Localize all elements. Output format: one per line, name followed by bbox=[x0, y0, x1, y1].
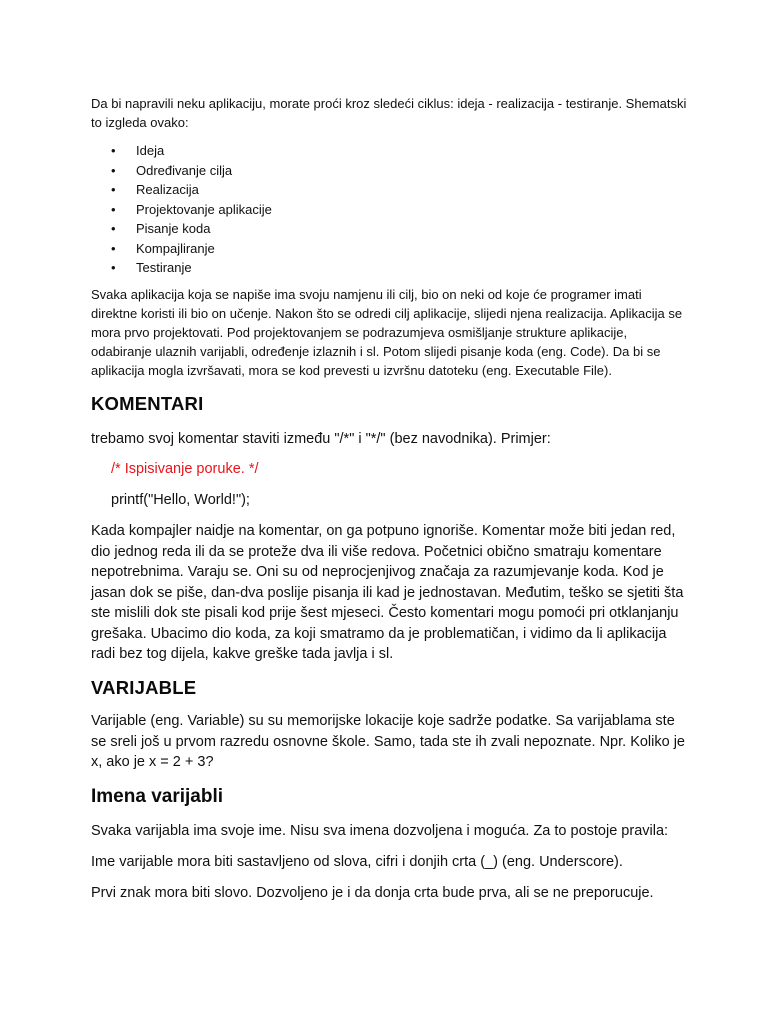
heading-komentari: KOMENTARI bbox=[91, 393, 204, 414]
purpose-paragraph: Svaka aplikacija koja se napiše ima svoju namjenu ili cilj, bio on neki od koje će programer imati direktne koristi ili bio on učenje. Nakon što se odredi cilj aplikacije, slijedi njena realizacija. Aplikacija se mora prvo projektovati. Pod projektovanjem se podrazumjeva osmišljanje strukture aplikacije, odabiranje ulaznih varijabli, određenje izlaznih i sl. Potom slijedi pisanje koda (eng. Code). Da bi se aplikacija mogla izvršavati, mora se kod prevesti u izvršnu datoteku (eng. Executable File). bbox=[91, 287, 683, 378]
komentari-intro: trebamo svoj komentar staviti između "/*" i "*/" (bez navodnika). Primjer: bbox=[91, 431, 551, 447]
bullet-icon: • bbox=[111, 162, 116, 178]
imena-paragraph-2: Ime varijable mora biti sastavljeno od slova, cifri i donjih crta (_) (eng. Underscore). bbox=[91, 854, 623, 870]
imena-paragraph-3: Prvi znak mora biti slovo. Dozvoljeno je i da donja crta bude prva, ali se ne preporucuje. bbox=[91, 885, 654, 901]
bullet-icon: • bbox=[111, 221, 116, 236]
intro-paragraph: Da bi napravili neku aplikaciju, morate proći kroz sledeći ciklus: ideja - realizacija - testiranje. Shematski to izgleda ovako: bbox=[91, 96, 687, 130]
code-comment-example: /* Ispisivanje poruke. */ bbox=[111, 461, 259, 477]
imena-paragraph-1: Svaka varijabla ima svoje ime. Nisu sva imena dozvoljena i moguća. Za to postoje pravila: bbox=[91, 823, 669, 839]
list-item: • Ideja bbox=[91, 141, 491, 161]
comments-paragraph: Kada kompajler naidje na komentar, on ga potpuno ignoriše. Komentar može biti jedan red, dio jednog reda ili da se proteže dva ili više redova. Početnici obično smatraju komentare nepotrebnima. Varaju se. Oni su od neprocjenjivog značaja za razumjevanje koda. Kod je jasan dok se piše, dan-dva poslije pisanja ili kad je jednostavan. Međutim, teško se sjetiti šta ste mislili dok ste pisali kod prije šest mjeseci. Često komentari mogu pomoći pri otklanjanju grešaka. Ubacimo dio koda, za koji smatramo da je problematičan, i vidimo da li aplikacija radi bez tog dijela, kakve greške tada javlja i sl. bbox=[91, 523, 684, 662]
bullet-icon: • bbox=[111, 260, 116, 275]
cycle-steps-list bbox=[91, 141, 491, 278]
bullet-icon: • bbox=[111, 182, 116, 197]
heading-varijable: VARIJABLE bbox=[91, 677, 197, 698]
bullet-icon: • bbox=[111, 201, 116, 217]
code-statement-example: printf("Hello, World!"); bbox=[111, 492, 250, 508]
list-item: • Projektovanje aplikacije bbox=[91, 200, 491, 220]
bullet-icon: • bbox=[111, 240, 116, 256]
bullet-icon: • bbox=[111, 143, 116, 158]
list-item: • Pisanje koda bbox=[91, 219, 491, 239]
list-item: • Realizacija bbox=[91, 180, 491, 200]
list-item: • Testiranje bbox=[91, 258, 491, 278]
list-item: • Određivanje cilja bbox=[91, 161, 491, 181]
list-item: • Kompajliranje bbox=[91, 239, 491, 259]
heading-imena-varijabli: Imena varijabli bbox=[91, 786, 224, 807]
variables-paragraph: Varijable (eng. Variable) su su memorijske lokacije koje sadrže podatke. Sa varijablama ste se sreli još u prvom razredu osnovne škole. Samo, tada ste ih zvali nepoznate. Npr. Koliko je x, ako je x = 2 + 3? bbox=[91, 713, 685, 770]
